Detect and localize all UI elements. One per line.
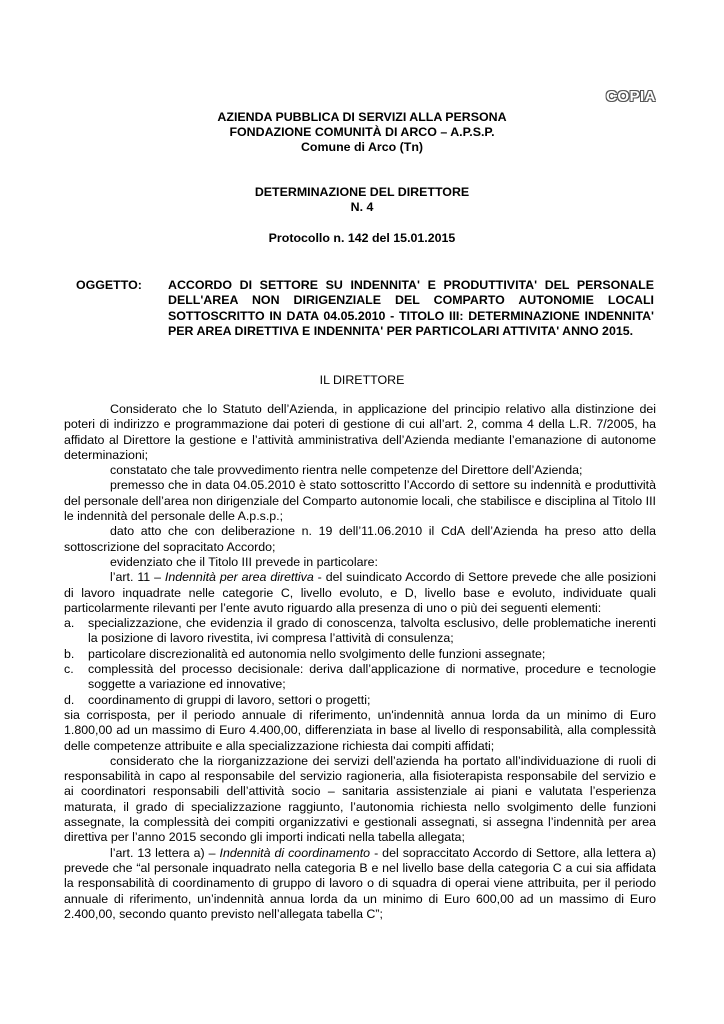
text-span: - del suindicato Accordo di Settore prevede che alle posizioni di lavoro inquadrate nelle categorie C, livello evoluto, e D, livello base e evoluto, individuate quali particolarmente rilevanti per l’ente avuto riguardo alla presenza di uno o più dei seguenti elementi: <box>64 570 657 615</box>
text-span: - del sopraccitato Accordo di Settore, alla lettera a) prevede che “al personale inquadrato nella categoria B e nel livello base della categoria C a cui sia affidata la responsabilità di coordinamento di gruppo di lavoro o di squadra di operai viene attribuita, per il periodo annuale di riferimento, un’indennità annua lorda da un minimo di Euro 600,00 ad un massimo di Euro 2.400,00, secondo quanto previsto nell’allegata tabella C”; <box>64 845 657 921</box>
organization-name: AZIENDA PUBBLICA DI SERVIZI ALLA PERSONA <box>217 110 507 124</box>
paragraph: evidenziato che il Titolo III prevede in particolare: <box>110 554 378 569</box>
paragraph: considerato che la riorganizzazione dei servizi dell’azienda ha portato all’individuazione di ruoli di responsabilità in capo al responsabile del servizio ragioneria, alla fisioterapista responsabile del servizio e ai coordinatori responsabili dell’attività socio – sanitaria assistenziale ai piani e valutata l’esperienza maturata, il grado di specializzazione raggiunto, l’autonomia richiesta nello svolgimento delle funzioni assegnate, la complessità dei compiti organizzativi e gestionali assegnati, si assegna l’indennità per area direttiva per l’anno 2015 secondo gli importi indicati nella tabella allegata; <box>64 753 656 845</box>
paragraph: constatato che tale provvedimento rientra nelle competenze del Direttore dell’Azienda; <box>110 463 583 478</box>
copia-stamp: COPIA <box>605 88 656 105</box>
paragraph: sia corrisposta, per il periodo annuale di riferimento, un'indennità annua lorda da un minimo di Euro 1.800,00 ad un massimo di Euro 4.400,00, differenziata in base al livello di responsabilità, alla complessità delle competenze attribuite e alla specializzazione richiesta dai compiti affidati; <box>64 707 656 753</box>
list-item <box>64 647 656 662</box>
list-marker: c. <box>64 662 74 677</box>
subject-text: ACCORDO DI SETTORE SU INDENNITA' E PRODUTTIVITA' DEL PERSONALE DELL'AREA NON DIRIGENZIALE DEL COMPARTO AUTONOMIE LOCALI SOTTOSCRITTO IN DATA 04.05.2010 - TITOLO III: DETERMINAZIONE INDENNITA' PER AREA DIRETTIVA E INDENNITA' PER PARTICOLARI ATTIVITA' ANNO 2015. <box>168 278 654 338</box>
paragraph: premesso che in data 04.05.2010 è stato sottoscritto l’Accordo di settore su indennità e produttività del personale dell’area non dirigenziale del Comparto autonomie locali, che stabilisce e disciplina al Titolo III le indennità del personale delle A.p.s.p.; <box>64 478 656 524</box>
text-span: l’art. 13 lettera a) – <box>110 845 220 860</box>
list-item <box>64 616 656 647</box>
list-text: specializzazione, che evidenzia il grado di conoscenza, talvolta esclusivo, delle problematiche inerenti la posizione di lavoro rivestita, ivi compresa l’attività di consulenza; <box>88 616 656 646</box>
paragraph: Considerato che lo Statuto dell’Azienda, in applicazione del principio relativo alla distinzione dei poteri di indirizzo e programmazione dai poteri di gestione di cui all’art. 2, comma 4 della L.R. 7/2005, ha affidato al Direttore la gestione e l’attività amministrativa dell’Azienda mediante l’emanazione di autonome determinazioni; <box>64 402 656 462</box>
list-marker: d. <box>64 692 75 707</box>
document-type: DETERMINAZIONE DEL DIRETTORE <box>254 185 470 199</box>
paragraph: dato atto che con deliberazione n. 19 dell’11.06.2010 il CdA dell’Azienda ha preso atto della sottoscrizione del sopracitato Accordo; <box>64 524 656 554</box>
section-title: IL DIRETTORE <box>319 373 405 387</box>
list-marker: a. <box>64 616 75 631</box>
list-text: particolare discrezionalità ed autonomia nello svolgimento delle funzioni assegnate; <box>88 646 546 661</box>
document-header <box>0 110 724 246</box>
paragraph <box>64 570 656 616</box>
list-item <box>64 662 656 693</box>
list-text: coordinamento di gruppi di lavoro, settori o progetti; <box>88 692 371 707</box>
paragraph <box>64 846 656 922</box>
municipality: Comune di Arco (Tn) <box>300 140 424 154</box>
document-number: N. 4 <box>350 200 374 214</box>
subject-label: OGGETTO: <box>76 278 142 292</box>
text-span: l’art. 11 – <box>110 570 165 585</box>
list-text: complessità del processo decisionale: deriva dall’applicazione di normative, procedure e tecnologie soggette a variazione ed innovative; <box>88 662 656 692</box>
list-item <box>64 693 656 708</box>
protocol-number: Protocollo n. 142 del 15.01.2015 <box>268 231 456 245</box>
italic-text: Indennità per area direttiva <box>164 570 314 585</box>
italic-text: Indennità di coordinamento <box>219 845 371 860</box>
document-body <box>64 402 656 922</box>
subject-section <box>76 278 654 339</box>
foundation-name: FONDAZIONE COMUNITÀ DI ARCO – A.P.S.P. <box>229 125 495 139</box>
list-marker: b. <box>64 646 75 661</box>
